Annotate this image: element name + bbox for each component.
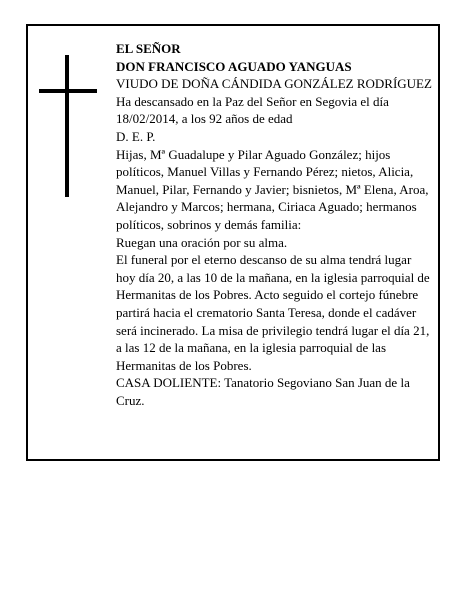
cross-icon-vertical-bar — [65, 55, 69, 197]
family-list: Hijas, Mª Guadalupe y Pilar Aguado González; hijos políticos, Manuel Villas y Fernando Pérez; nietos, Alicia, Manuel, Pilar, Fernando y Javier; bisnietos, Mª Elena, Aroa, Alejandro y Marcos; hermana, Ciriaca Aguado; hermanos políticos, sobrinos y demás familia: — [116, 146, 429, 232]
cross-icon-horizontal-bar — [39, 89, 97, 93]
mourning-house: CASA DOLIENTE: Tanatorio Segoviano San Juan de la Cruz. — [116, 375, 410, 408]
death-info: Ha descansado en la Paz del Señor en Segovia el día 18/02/2014, a los 92 años de edad — [116, 93, 389, 127]
funeral-details: El funeral por el eterno descanso de su alma tendrá lugar hoy día 20, a las 10 de la mañana, en la iglesia parroquial de Hermanitas de los Pobres. Acto seguido el cortejo fúnebre partirá hacia el crematorio Santa Teresa, donde el cadáver será incinerado. La misa de privilegio tendrá lugar el día 21, a las 12 de la mañana, en la iglesia parroquial de las Hermanitas de los Pobres. — [116, 252, 430, 373]
rip-line: D. E. P. — [116, 128, 156, 144]
notice-heading-title: EL SEÑOR — [116, 41, 181, 56]
prayer-request: Ruegan una oración por su alma. — [116, 234, 288, 250]
obituary-text-block — [116, 40, 434, 409]
obituary-notice — [26, 24, 440, 461]
widower-of-line: VIUDO DE DOÑA CÁNDIDA GONZÁLEZ RODRÍGUEZ — [116, 76, 432, 92]
deceased-name: DON FRANCISCO AGUADO YANGUAS — [116, 58, 352, 74]
